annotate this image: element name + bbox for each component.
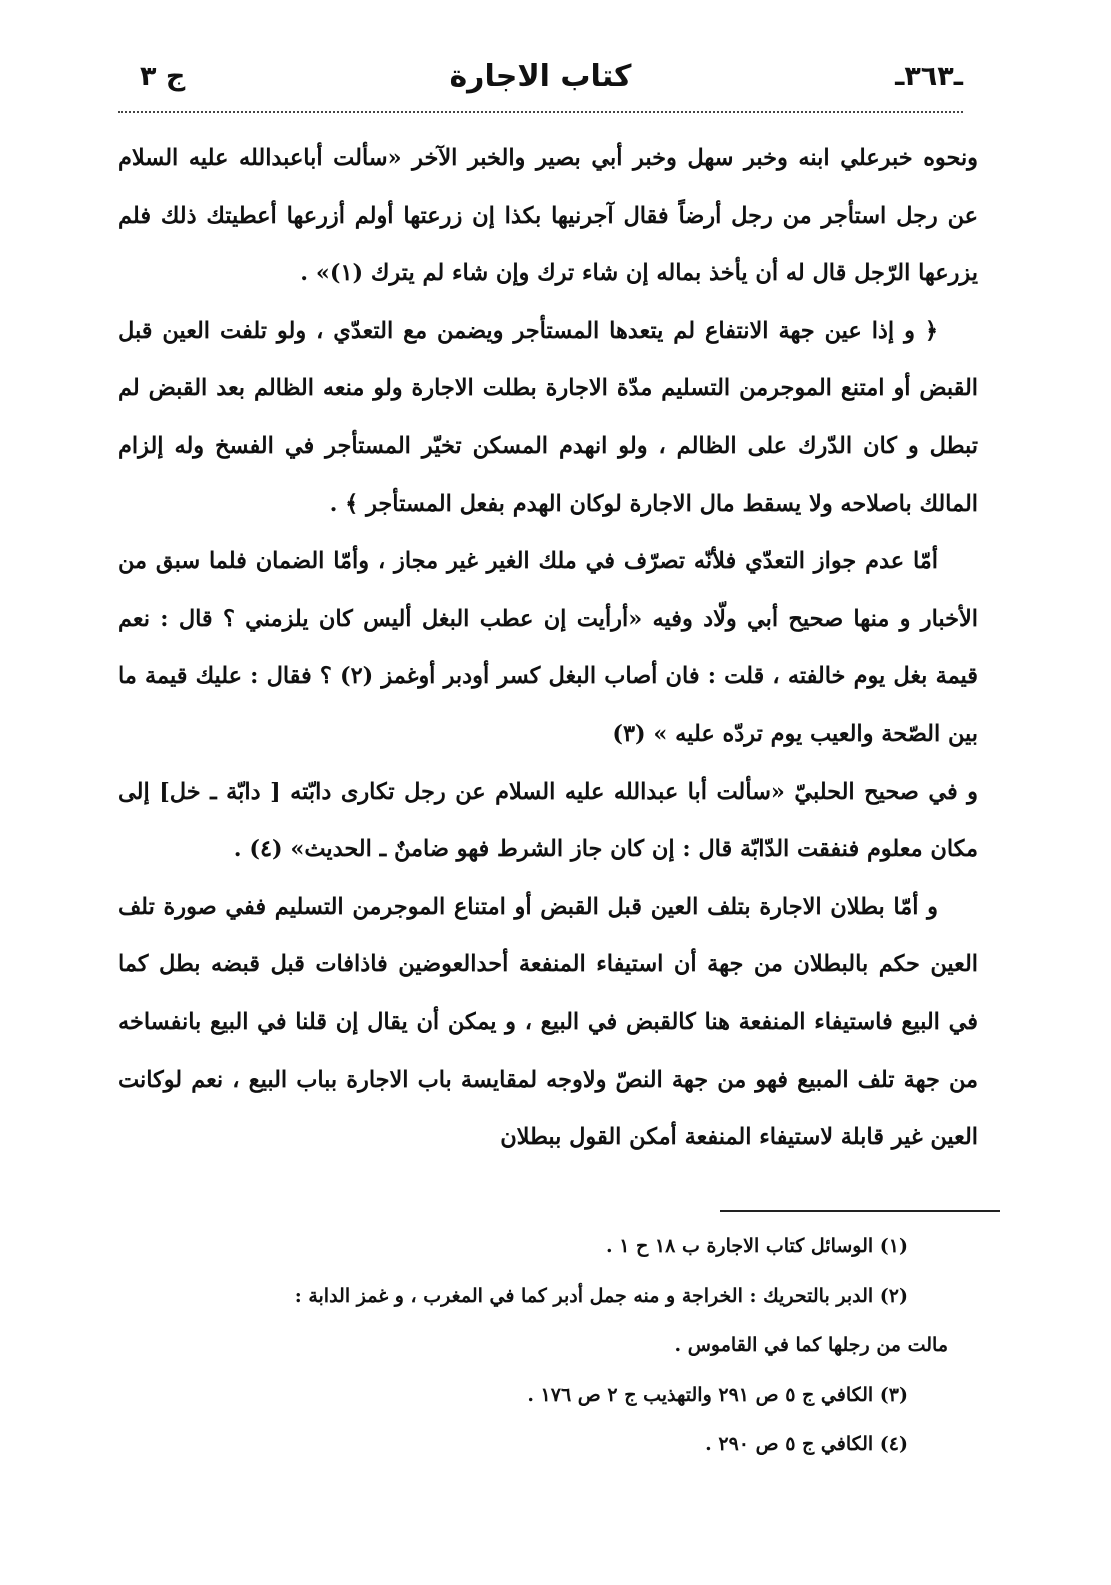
footnote: (١) الوسائل كتاب الاجارة ب ١٨ ح ١ .	[605, 1235, 908, 1257]
header-divider	[118, 111, 963, 113]
footnote: (٤) الكافي ج ٥ ص ٢٩٠ .	[705, 1433, 908, 1456]
running-title: كتاب الاجارة	[449, 59, 632, 94]
footnote-continuation: مالت من رجلها كما في القاموس .	[674, 1334, 948, 1357]
footnotes	[118, 1222, 980, 1470]
footnote: (٣) الكافي ج ٥ ص ٢٩١ والتهذيب ج ٢ ص ١٧٦ .	[527, 1383, 908, 1406]
paragraph: ﴿ و إذا عين جهة الانتفاع لم يتعدها المستأجر ويضمن مع التعدّي ، ولو تلفت العين قبل القبض أو امتنع الموجرمن التسليم مدّة الاجارة بطلت الاجارة ولو منعه الظالم بعد القبض لم تبطل و كان الدّرك على الظالم ، ولو انهدم المسكن تخيّر المستأجر في الفسخ وله إلزام المالك باصلاحه ولا يسقط مال الاجارة لوكان الهدم بفعل المستأجر ﴾ .	[118, 317, 978, 517]
paragraph: و في صحيح الحلبيّ «سألت أبا عبدالله عليه السلام عن رجل تكارى دابّته [ دابّة ـ خل] إلى مكان معلوم فنفقت الدّابّة قال : إن كان جاز الشرط فهو ضامنٌ ـ الحديث» (٤) .	[118, 778, 978, 863]
volume-number: ج ٣	[140, 61, 186, 92]
page-header	[118, 55, 963, 105]
page-number: ـ٣٦٣ـ	[895, 61, 963, 92]
paragraph: أمّا عدم جواز التعدّي فلأنّه تصرّف في ملك الغير غير مجاز ، وأمّا الضمان فلما سبق من الأخبار و منها صحيح أبي ولّاد وفيه «أرأيت إن عطب البغل أليس كان يلزمني ؟ قال : نعم قيمة بغل يوم خالفته ، قلت : فان أصاب البغل كسر أودبر أوغمز (٢) ؟ فقال : عليك قيمة ما بين الصّحة والعيب يوم تردّه عليه » (٣)	[118, 548, 978, 747]
main-text	[118, 130, 978, 1167]
paragraph: و أمّا بطلان الاجارة بتلف العين قبل القبض أو امتناع الموجرمن التسليم ففي صورة تلف العين حكم بالبطلان من جهة أن استيفاء المنفعة أحدالعوضين فاذافات قبل قبضه بطل كما في البيع فاستيفاء المنفعة هنا كالقبض في البيع ، و يمكن أن يقال إن قلنا في البيع بانفساخه من جهة تلف المبيع فهو من جهة النصّ ولاوجه لمقايسة باب الاجارة بباب البيع ، نعم لوكانت العين غير قابلة لاستيفاء المنفعة أمكن القول ببطلان	[118, 893, 978, 1151]
footnote-divider	[720, 1210, 1000, 1212]
paragraph: ونحوه خبرعلي ابنه وخبر سهل وخبر أبي بصير والخبر الآخر «سألت أباعبدالله عليه السلام عن رجل استأجر من رجل أرضاً فقال آجرنيها بكذا إن زرعتها أولم أزرعها أعطيتك ذلك فلم يزرعها الرّجل قال له أن يأخذ بماله إن شاء ترك وإن شاء لم يترك (١)» .	[118, 145, 978, 287]
footnote: (٢) الدبر بالتحريك : الخراجة و منه جمل أدبر كما في المغرب ، و غمز الدابة :	[294, 1284, 908, 1307]
